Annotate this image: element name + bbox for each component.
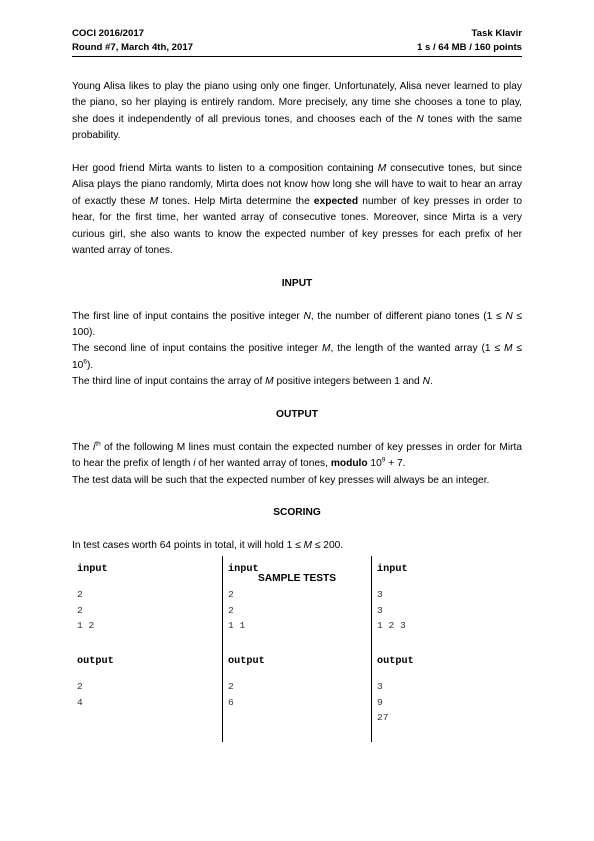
output-line-1: The $i^{th}$ of the following M lines must contain the expected number of key presses in order for Mirta to hear the prefix of length i of her wanted array of tones, modulo $10^9 + 7$.	[72, 440, 523, 470]
output-line-2: The test data will be such that the expected number of key presses will always be an integer.	[72, 474, 490, 486]
page-header	[72, 27, 522, 55]
output-heading: OUTPUT	[276, 409, 318, 421]
sample-output: 2 4	[77, 681, 83, 708]
sample-output: 3 9 27	[377, 681, 389, 724]
statement-body	[72, 79, 522, 587]
input-line-2: The second line of input contains the positive integer M, the length of the wanted array $(1 \le M \le 10^6)$.	[72, 343, 523, 371]
round-info: Round #7, March 4th, 2017	[72, 42, 194, 53]
input-line-1: The first line of input contains the positive integer N, the number of different piano tones (1 ≤ N ≤ 100).	[72, 310, 522, 339]
scoring-line: In test cases worth 64 points in total, it will hold 1 ≤ M ≤ 200.	[72, 540, 344, 552]
sample-tests-table	[72, 556, 522, 742]
scoring-heading: SCORING	[273, 507, 321, 519]
sample-input: 2 2 1 1	[228, 589, 246, 632]
sample-test-1	[72, 556, 221, 742]
limits-info: 1 s / 64 MB / 160 points	[416, 42, 522, 53]
output-label: output	[77, 656, 114, 667]
output-label: output	[228, 656, 265, 667]
sample-output: 2 6	[228, 681, 234, 708]
input-line-3: The third line of input contains the array of M positive integers between 1 and N.	[72, 376, 433, 388]
sample-input: 2 2 1 2	[77, 589, 95, 632]
sample-input: 3 3 1 2 3	[377, 589, 406, 632]
sample-test-2	[222, 556, 372, 742]
input-label: input	[228, 564, 259, 575]
input-heading: INPUT	[281, 277, 313, 289]
contest-name: COCI 2016/2017	[72, 28, 144, 39]
input-label: input	[77, 564, 108, 575]
output-label: output	[377, 656, 414, 667]
input-label: input	[377, 564, 408, 575]
sample-tests-heading: SAMPLE TESTS	[257, 573, 337, 585]
sample-test-3	[371, 556, 523, 742]
task-name: Task Klavir	[471, 28, 522, 39]
header-divider	[72, 56, 522, 57]
intro-paragraph-2: Her good friend Mirta wants to listen to a composition containing M consecutive tones, but since Alisa plays the piano randomly, Mirta does not know how long she will have to wait to hear an array of exactly these M tones. Help Mirta determine the expected number of key presses in order to hear, for the first time, her wanted array of consecutive tones. Moreover, since Mirta is a very curious girl, she also wants to know the expected number of key presses for each prefix of her wanted array of tones.	[72, 163, 522, 257]
intro-paragraph-1: Young Alisa likes to play the piano using only one finger. Unfortunately, Alisa never learned to play the piano, so her playing is entirely random. More precisely, any time she chooses a tone to play, she does it independently of all previous tones, and chooses each of the N tones with the same probability.	[72, 81, 522, 142]
